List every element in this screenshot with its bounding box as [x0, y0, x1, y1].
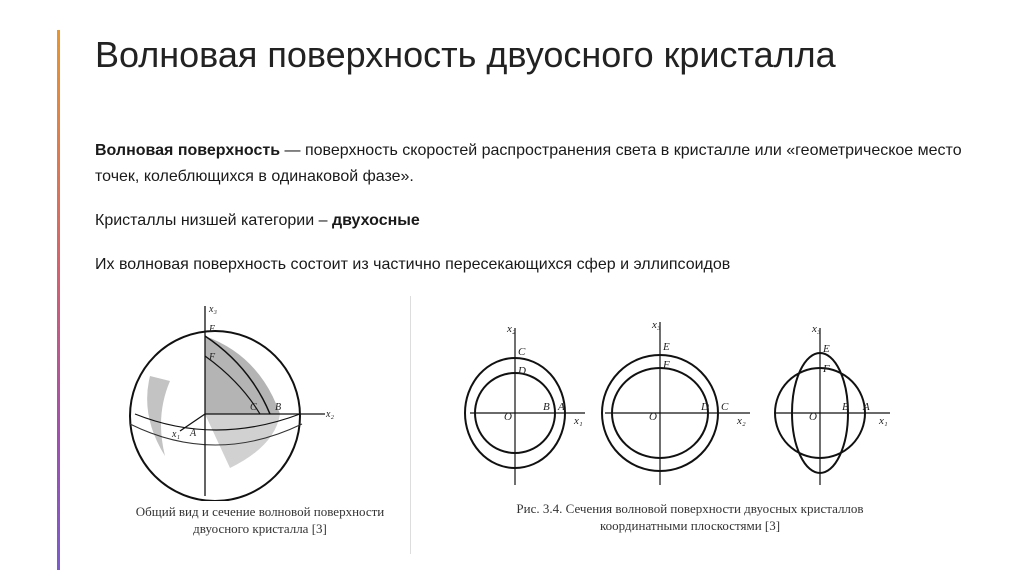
caption-right-line2: координатными плоскостями [3]: [599, 518, 781, 533]
definition-paragraph: [95, 138, 975, 190]
figure-sections: [450, 310, 930, 550]
p1-label-c: C: [518, 346, 526, 358]
p3-label-a: A: [863, 401, 870, 413]
p2-label-x2: x₂: [737, 415, 746, 427]
section-panel-2: [602, 319, 750, 485]
p3-label-o: O: [809, 411, 817, 423]
category-paragraph: [95, 208, 975, 234]
label-a: A: [190, 428, 197, 439]
label-e: E: [209, 324, 216, 335]
p2-label-c: C: [721, 401, 729, 413]
slide-body: [95, 138, 975, 296]
p1-label-x: x₂: [507, 323, 516, 335]
caption-left-line1: Общий вид и сечение волновой поверхности: [135, 504, 385, 519]
p2-label-x: x₃: [652, 319, 661, 331]
p1-label-o: O: [504, 411, 512, 423]
p1-label-b: B: [543, 401, 550, 413]
sections-drawing: [450, 310, 930, 495]
label-x1: x₁: [172, 429, 180, 440]
caption-left-line2: двуосного кристалла [3]: [193, 521, 327, 536]
p3-label-e: E: [823, 343, 830, 355]
figure-right-caption: [450, 500, 930, 534]
definition-text: — поверхность скоростей распространения света в кристалле или «геометрическое место точек, колеблющихся в одинаковой фазе».: [95, 142, 962, 185]
p3-label-x: x₃: [812, 323, 821, 335]
category-text: Кристаллы низшей категории –: [95, 212, 332, 229]
label-x3: x₃: [209, 304, 217, 315]
label-f: F: [209, 352, 216, 363]
figure-left-caption: [110, 503, 410, 537]
p3-label-f: F: [823, 363, 830, 375]
p1-label-d: D: [518, 365, 526, 377]
p1-label-a: A: [558, 401, 565, 413]
p2-label-f: F: [663, 359, 670, 371]
p2-label-o: O: [649, 411, 657, 423]
definition-term: Волновая поверхность: [95, 142, 281, 159]
p2-label-e: E: [663, 341, 670, 353]
composition-paragraph: Их волновая поверхность состоит из частично пересекающихся сфер и эллипсоидов: [95, 256, 731, 273]
sphere-drawing: [110, 296, 410, 501]
caption-right-line1: Рис. 3.4. Сечения волновой поверхности двуосных кристаллов: [516, 501, 864, 516]
category-bold: двухосные: [331, 212, 420, 229]
p1-label-x1: x₁: [574, 415, 583, 427]
p2-label-d: D: [701, 401, 709, 413]
label-x2: x₂: [326, 409, 334, 420]
slide-title: Волновая поверхность двуосного кристалла: [95, 34, 836, 75]
figure-general-view: [110, 296, 411, 554]
p3-label-b: B: [842, 401, 849, 413]
label-b: B: [275, 402, 282, 413]
section-panel-1: [465, 323, 585, 485]
p3-label-x1: x₁: [879, 415, 888, 427]
label-c: C: [250, 402, 257, 413]
section-panel-3: [775, 323, 890, 485]
accent-bar: [57, 30, 60, 570]
